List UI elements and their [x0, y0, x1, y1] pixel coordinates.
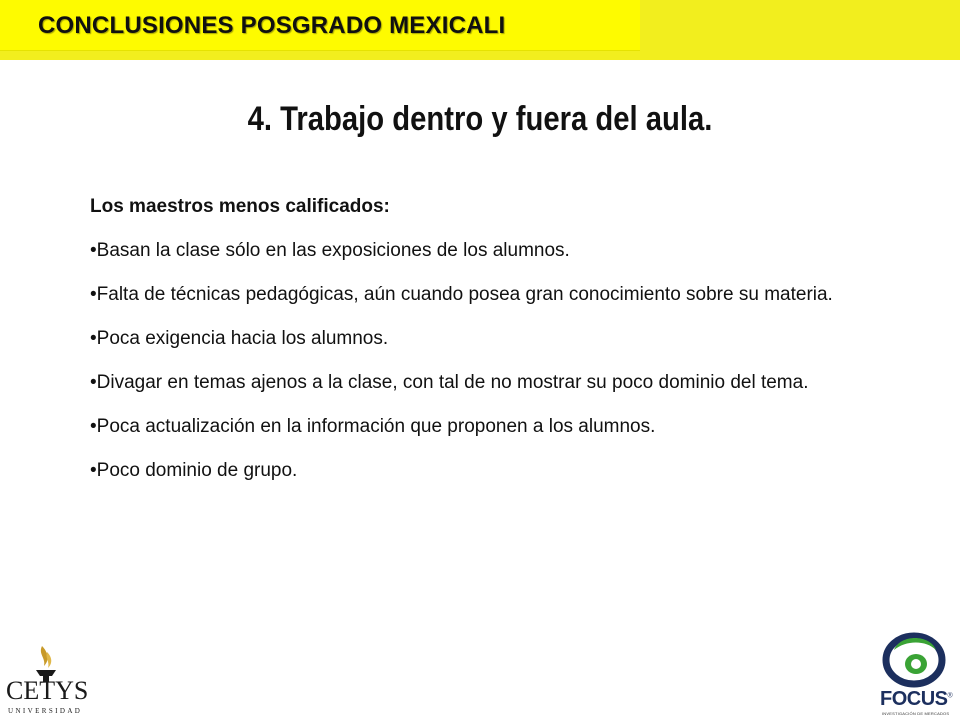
bullet-item: •Poca actualización en la información que proponen a los alumnos.: [90, 416, 656, 437]
bullet-item: •Divagar en temas ajenos a la clase, con tal de no mostrar su poco dominio del tema.: [90, 372, 809, 393]
focus-logo-subtext: INVESTIGACIÓN DE MERCADOS: [882, 711, 950, 716]
slide-title: 4. Trabajo dentro y fuera del aula.: [247, 100, 713, 138]
slide-content: [90, 193, 910, 501]
focus-registered-mark: ®: [947, 692, 953, 700]
cetys-logo-text: CETYS: [6, 676, 89, 705]
bullet-item: •Poca exigencia hacia los alumnos.: [90, 328, 389, 349]
focus-logo-text: [880, 688, 952, 711]
header-title: CONCLUSIONES POSGRADO MEXICALI: [38, 12, 506, 39]
bullet-item: •Poco dominio de grupo.: [90, 460, 298, 481]
bullet-item: •Falta de técnicas pedagógicas, aún cuando posea gran conocimiento sobre su materia.: [90, 284, 833, 305]
bullet-item: •Basan la clase sólo en las exposiciones de los alumnos.: [90, 240, 570, 261]
cetys-logo-subtext: UNIVERSIDAD: [8, 707, 83, 715]
focus-logo-name: FOCUS: [880, 688, 948, 710]
lead-text: Los maestros menos calificados:: [90, 196, 390, 217]
